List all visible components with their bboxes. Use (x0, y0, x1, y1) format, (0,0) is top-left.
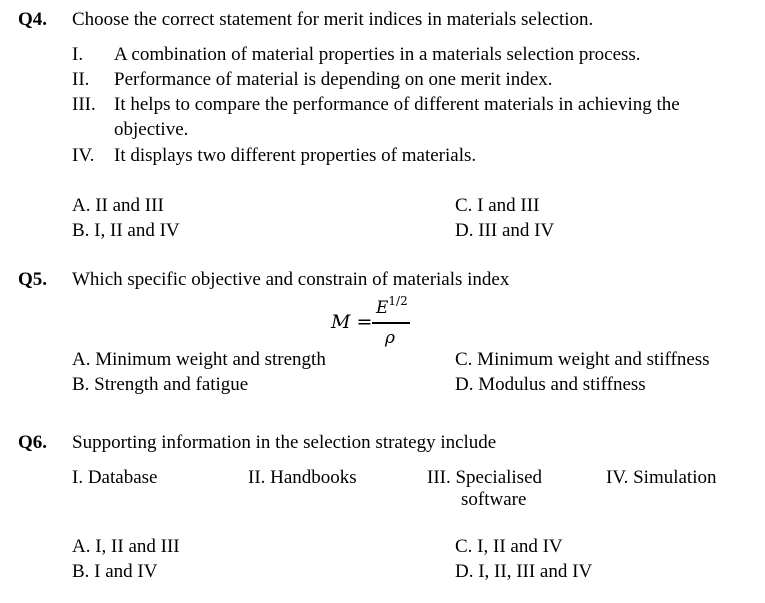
formula-numerator (376, 296, 408, 321)
q4-question: Choose the correct statement for merit indices in materials selection. (72, 9, 594, 30)
q4-option-d[interactable]: D. III and IV (455, 220, 555, 241)
formula-denominator: ρ (385, 328, 395, 348)
q6-item-2: II. Handbooks (248, 467, 357, 488)
q4-statement-text-continued: objective. (114, 119, 189, 140)
q5-option-b[interactable]: B. Strength and fatigue (72, 374, 249, 395)
q6-number: Q6. (18, 432, 48, 453)
q4-option-a[interactable]: A. II and III (72, 195, 164, 216)
q4-statement-numeral: IV. (72, 145, 95, 166)
formula-numerator-exponent: 1/2 (388, 294, 408, 308)
q4-number: Q4. (18, 9, 48, 30)
q5-question: Which specific objective and constrain of materials index (72, 269, 510, 290)
q6-question: Supporting information in the selection strategy include (72, 432, 497, 453)
q6-option-a[interactable]: A. I, II and III (72, 536, 180, 557)
q4-option-c[interactable]: C. I and III (455, 195, 540, 216)
q4-statement-numeral: III. (72, 94, 96, 115)
formula-numerator-base: E (376, 298, 389, 318)
fraction-bar (372, 322, 410, 324)
q4-statement-text: It helps to compare the performance of different materials in achieving the (114, 94, 680, 115)
q6-option-d[interactable]: D. I, II, III and IV (455, 561, 593, 582)
q4-statement-text: Performance of material is depending on one merit index. (114, 69, 553, 90)
q4-option-b[interactable]: B. I, II and IV (72, 220, 180, 241)
q6-item-3-continued: software (461, 489, 527, 510)
q5-option-a[interactable]: A. Minimum weight and strength (72, 349, 326, 370)
q5-option-d[interactable]: D. Modulus and stiffness (455, 374, 646, 395)
q4-statement-text: A combination of material properties in a materials selection process. (114, 44, 641, 65)
q6-option-c[interactable]: C. I, II and IV (455, 536, 563, 557)
q6-item-4: IV. Simulation (606, 467, 717, 488)
q5-option-c[interactable]: C. Minimum weight and stiffness (455, 349, 710, 370)
q4-statement-text: It displays two different properties of materials. (114, 145, 477, 166)
q5-number: Q5. (18, 269, 48, 290)
q6-item-3: III. Specialised (427, 467, 543, 488)
q4-statement-numeral: I. (72, 44, 84, 65)
q6-item-1: I. Database (72, 467, 158, 488)
q6-option-b[interactable]: B. I and IV (72, 561, 158, 582)
q4-statement-numeral: II. (72, 69, 90, 90)
formula-lhs: M = (331, 311, 373, 333)
